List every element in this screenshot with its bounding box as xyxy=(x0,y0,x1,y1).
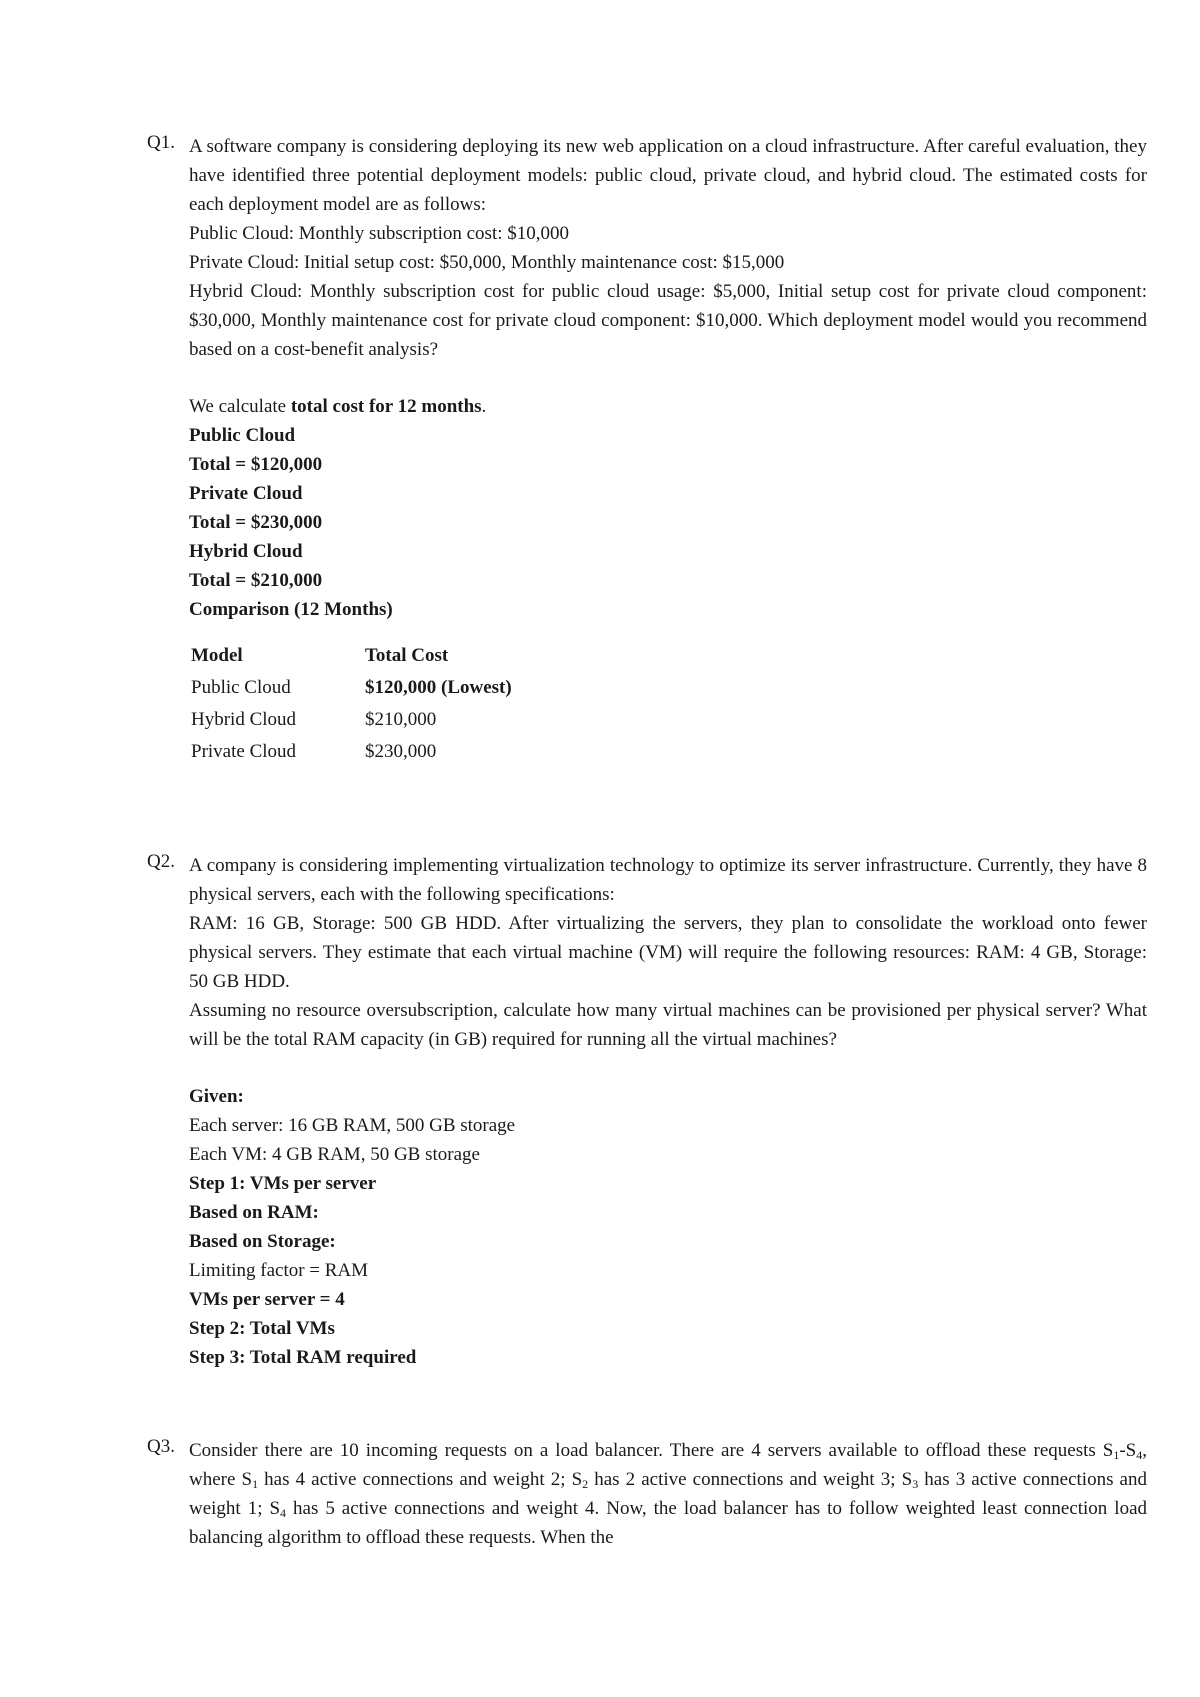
question-text: RAM: 16 GB, Storage: 500 GB HDD. After virtualizing the servers, they plan to consolidate the workload onto fewer physical servers. They estimate that each virtual machine (VM) will require the following resources: RAM: 4 GB, Storage: 50 GB HDD. xyxy=(189,913,1147,992)
text-run: has 5 active connections and weight 4. Now, the load balancer has to follow weighted least connection load balancing algorithm to offload these requests. When the xyxy=(189,1498,1148,1548)
limiting-factor: Limiting factor = RAM xyxy=(189,1260,369,1281)
cost-line: Private Cloud: Initial setup cost: $50,000, Monthly maintenance cost: $15,000 xyxy=(189,252,785,273)
table-row xyxy=(189,704,565,736)
subscript: 4 xyxy=(280,1506,287,1520)
table-cell: Private Cloud xyxy=(191,741,297,762)
cost-line: Public Cloud: Monthly subscription cost: $10,000 xyxy=(189,223,570,244)
table-header: Total Cost xyxy=(365,645,449,666)
step-label: Based on Storage: xyxy=(189,1231,336,1252)
subscript: 1 xyxy=(252,1477,259,1491)
question-text xyxy=(189,1436,1147,1552)
result-heading: Hybrid Cloud xyxy=(189,541,303,562)
result-heading: Public Cloud xyxy=(189,425,296,446)
question-text: Assuming no resource oversubscription, calculate how many virtual machines can be provisioned per physical server? What will be the total RAM capacity (in GB) required for running all the virtual machines? xyxy=(189,1000,1147,1050)
table-header-row xyxy=(189,640,565,672)
step-heading: Step 2: Total VMs xyxy=(189,1318,335,1339)
calc-intro xyxy=(189,392,1147,421)
text-run: Consider there are 10 incoming requests on a load balancer. There are 4 servers available to offload these requests S xyxy=(189,1440,1114,1461)
table-row xyxy=(189,736,565,768)
table-row xyxy=(189,672,565,704)
given-line: Each server: 16 GB RAM, 500 GB storage xyxy=(189,1115,516,1136)
subscript: 3 xyxy=(912,1477,919,1491)
question-2 xyxy=(147,851,1147,1372)
table-cell: Public Cloud xyxy=(191,677,291,698)
subscript: 1 xyxy=(1113,1448,1120,1462)
question-3 xyxy=(147,1436,1147,1552)
question-1 xyxy=(147,132,1147,768)
question-text: A company is considering implementing virtualization technology to optimize its server infrastructure. Currently, they have 8 physical servers, each with the following specifications: xyxy=(189,855,1147,905)
result-total: Total = $210,000 xyxy=(189,570,323,591)
comparison-table xyxy=(189,640,565,768)
calc-emphasis: total cost for 12 months xyxy=(290,396,482,417)
calc-suffix: . xyxy=(481,396,487,417)
text-run: has 3 active connections and weight 1; S xyxy=(189,1469,1147,1519)
result-total: Total = $230,000 xyxy=(189,512,323,533)
text-run: , where S xyxy=(189,1440,1147,1490)
table-header: Model xyxy=(191,645,243,666)
text-run: has 4 active connections and weight 2; S xyxy=(258,1469,583,1490)
given-heading: Given: xyxy=(189,1086,244,1107)
text-run: has 2 active connections and weight 3; S xyxy=(588,1469,913,1490)
comparison-heading: Comparison (12 Months) xyxy=(189,599,393,620)
step-heading: Step 3: Total RAM required xyxy=(189,1347,417,1368)
text-run: -S xyxy=(1119,1440,1137,1461)
result-total: Total = $120,000 xyxy=(189,454,323,475)
vms-result: VMs per server = 4 xyxy=(189,1289,345,1310)
question-number: Q1. xyxy=(147,132,175,153)
subscript: 2 xyxy=(582,1477,589,1491)
step-label: Based on RAM: xyxy=(189,1202,319,1223)
question-number: Q3. xyxy=(147,1436,175,1457)
step-heading: Step 1: VMs per server xyxy=(189,1173,377,1194)
table-cell: $120,000 (Lowest) xyxy=(365,677,512,698)
table-cell: $230,000 xyxy=(365,741,437,762)
given-line: Each VM: 4 GB RAM, 50 GB storage xyxy=(189,1144,480,1165)
subscript: 4 xyxy=(1136,1448,1143,1462)
result-heading: Private Cloud xyxy=(189,483,303,504)
question-text: A software company is considering deploying its new web application on a cloud infrastructure. After careful evaluation, they have identified three potential deployment models: public cloud, private cloud, and hybrid cloud. The estimated costs for each deployment model are as follows: xyxy=(189,136,1147,215)
table-cell: $210,000 xyxy=(365,709,437,730)
calc-prefix: We calculate xyxy=(189,396,291,417)
hybrid-cost-text: Hybrid Cloud: Monthly subscription cost for public cloud usage: $5,000, Initial setup cost for private cloud component: $30,000, Monthly maintenance cost for private cloud component: $10,000. Which deployment model would you recommend based on a cost-benefit analysis? xyxy=(189,281,1147,360)
question-number: Q2. xyxy=(147,851,175,872)
table-cell: Hybrid Cloud xyxy=(191,709,297,730)
